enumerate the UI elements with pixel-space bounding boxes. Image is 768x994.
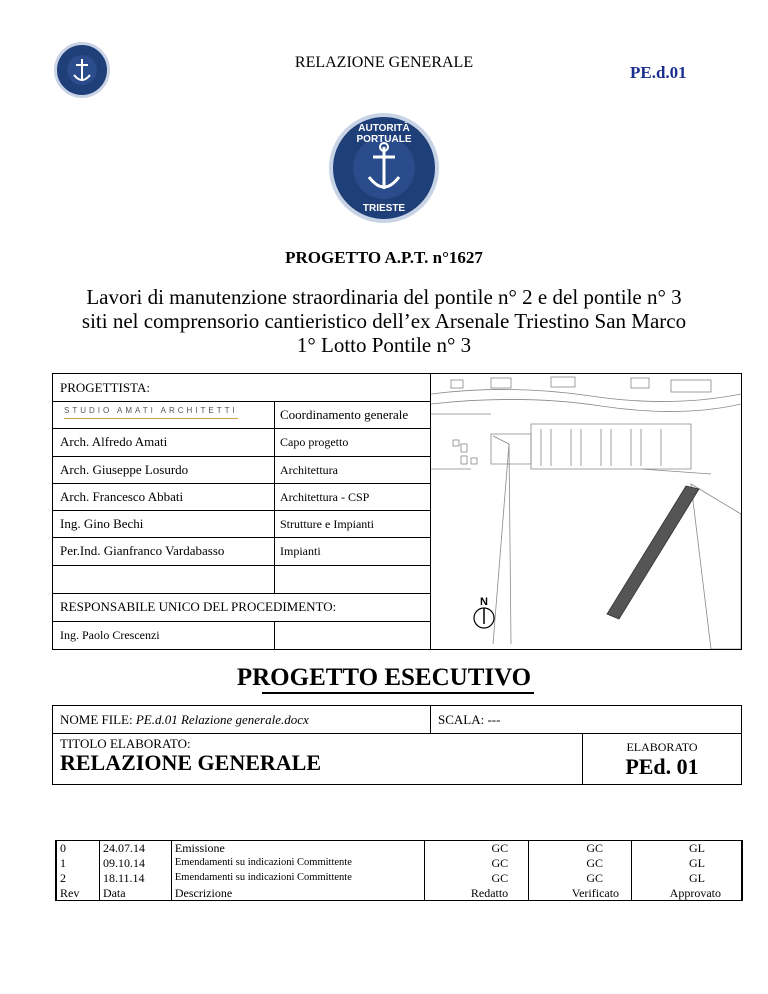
title-label: TITOLO ELABORATO: bbox=[60, 736, 191, 751]
rev-description: Emendamenti su indicazioni Committente bbox=[171, 856, 424, 871]
site-plan-map bbox=[431, 374, 741, 649]
member-name: Arch. Alfredo Amati bbox=[60, 434, 168, 449]
rev-description: Emissione bbox=[171, 841, 424, 856]
rev-redatto: GC bbox=[425, 856, 529, 871]
rev-redatto: GC bbox=[425, 841, 529, 856]
project-title bbox=[0, 285, 768, 357]
rev-approvato: GL bbox=[632, 841, 742, 856]
rev-verificato: GC bbox=[529, 871, 632, 886]
rev-verificato: GC bbox=[529, 856, 632, 871]
rev-verificato-header: Verificato bbox=[529, 885, 632, 900]
seal-bottom-text: TRIESTE bbox=[362, 203, 406, 214]
rev-approvato-header: Approvato bbox=[632, 885, 742, 900]
elaborato-code: PEd. 01 bbox=[625, 754, 699, 779]
rev-description: Emendamenti su indicazioni Committente bbox=[171, 871, 424, 886]
project-number: PROGETTO A.P.T. n°1627 bbox=[285, 248, 483, 267]
rev-number: 2 bbox=[57, 871, 100, 886]
member-role: Architettura - CSP bbox=[280, 490, 370, 504]
rev-redatto: GC bbox=[425, 871, 529, 886]
rev-date-header: Data bbox=[99, 885, 171, 900]
large-seal-logo bbox=[329, 113, 439, 223]
file-name-field bbox=[60, 712, 309, 728]
rev-description-header: Descrizione bbox=[171, 885, 424, 900]
rup-name: Ing. Paolo Crescenzi bbox=[60, 628, 160, 642]
revision-header-row bbox=[57, 885, 742, 900]
member-role: Impianti bbox=[280, 544, 321, 558]
file-name: PE.d.01 Relazione generale.docx bbox=[135, 712, 309, 727]
section-title: PROGETTO ESECUTIVO bbox=[236, 664, 532, 691]
file-label: NOME FILE: bbox=[60, 712, 133, 727]
rev-number-header: Rev bbox=[57, 885, 100, 900]
rev-verificato: GC bbox=[529, 841, 632, 856]
rev-number: 0 bbox=[57, 841, 100, 856]
header-title: RELAZIONE GENERALE bbox=[294, 54, 474, 71]
member-role: Strutture e Impianti bbox=[280, 517, 374, 531]
elaborato-label: ELABORATO bbox=[626, 740, 698, 754]
rev-date: 18.11.14 bbox=[99, 871, 171, 886]
rev-redatto-header: Redatto bbox=[425, 885, 529, 900]
designer-heading: PROGETTISTA: bbox=[60, 380, 150, 395]
revision-row bbox=[57, 841, 742, 856]
project-title-line: Lavori di manutenzione straordinaria del pontile n° 2 e del pontile n° 3 bbox=[86, 285, 682, 309]
studio-logo: STUDIO AMATI ARCHITETTI bbox=[64, 406, 238, 419]
member-name: Arch. Francesco Abbati bbox=[60, 489, 184, 504]
project-title-line: 1° Lotto Pontile n° 3 bbox=[296, 333, 472, 357]
member-role: Capo progetto bbox=[280, 435, 349, 449]
member-name: Ing. Gino Bechi bbox=[60, 516, 144, 531]
studio-role: Coordinamento generale bbox=[280, 407, 409, 422]
rev-approvato: GL bbox=[632, 871, 742, 886]
revision-table bbox=[55, 840, 743, 901]
seal-top-text: AUTORITÀ PORTUALE bbox=[356, 123, 412, 145]
document-code: PE.d.01 bbox=[630, 63, 687, 82]
rev-date: 09.10.14 bbox=[99, 856, 171, 871]
rev-approvato: GL bbox=[632, 856, 742, 871]
project-title-line: siti nel comprensorio cantieristico dell’ex Arsenale Triestino San Marco bbox=[81, 309, 687, 333]
rup-heading: RESPONSABILE UNICO DEL PROCEDIMENTO: bbox=[60, 599, 337, 614]
scale-field: SCALA: --- bbox=[438, 712, 501, 727]
revision-row bbox=[57, 871, 742, 886]
document-title: RELAZIONE GENERALE bbox=[60, 750, 322, 775]
rev-date: 24.07.14 bbox=[99, 841, 171, 856]
member-name: Arch. Giuseppe Losurdo bbox=[60, 462, 189, 477]
north-arrow-icon bbox=[474, 608, 494, 628]
rev-number: 1 bbox=[57, 856, 100, 871]
member-role: Architettura bbox=[280, 463, 338, 477]
revision-row bbox=[57, 856, 742, 871]
north-label: N bbox=[480, 596, 488, 608]
member-name: Per.Ind. Gianfranco Vardabasso bbox=[60, 543, 225, 558]
